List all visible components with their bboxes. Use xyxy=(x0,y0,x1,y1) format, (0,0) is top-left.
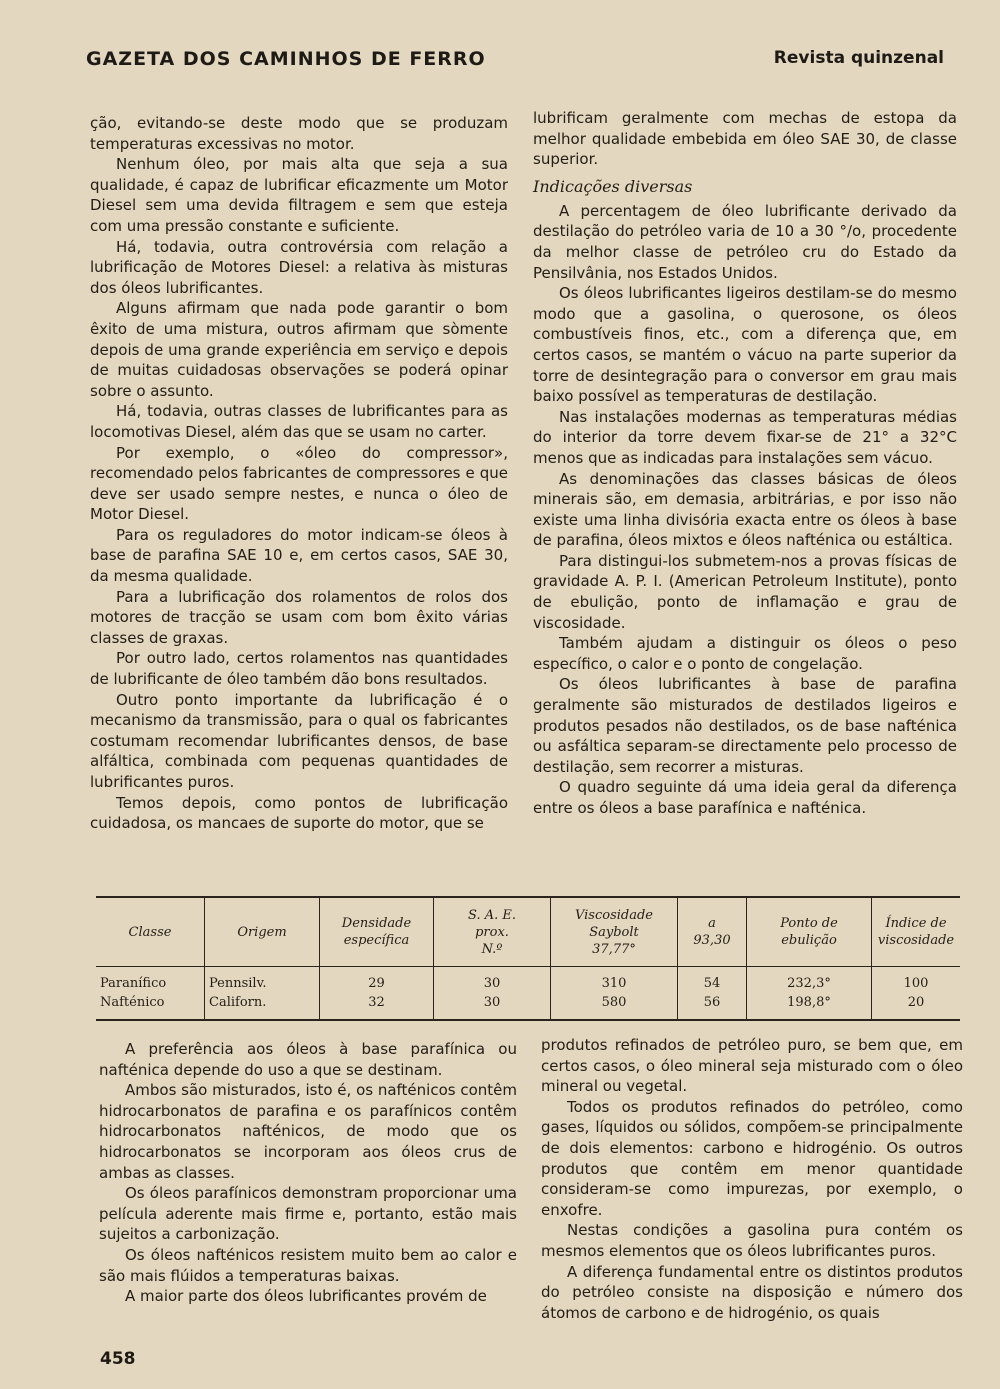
cell-a: 56 xyxy=(678,993,747,1020)
left-column xyxy=(90,113,508,834)
paragraph: Há, todavia, outra controvérsia com relação a lubrificação de Motores Diesel: a relativa às misturas dos óleos lubrificantes. xyxy=(90,237,508,297)
header-origem: Origem xyxy=(205,897,320,967)
header-densidade: Densidade específica xyxy=(320,897,434,967)
cell-densidade: 29 xyxy=(320,967,434,994)
cell-origem: Pennsilv. xyxy=(205,967,320,994)
header-a-line: 93,30 xyxy=(693,933,731,948)
header-sae-line: N.º xyxy=(481,941,503,957)
cell-sae: 30 xyxy=(434,993,551,1020)
paragraph: Também ajudam a distinguir os óleos o peso específico, o calor e o ponto de congelação. xyxy=(533,634,957,673)
header-sae-line: S. A. E. xyxy=(468,907,516,923)
paragraph: As denominações das classes básicas de óleos minerais são, em demasia, arbitrárias, e por isso não existe uma linha divisória exacta entre os óleos à base de parafina, óleos mixtos e óleos nafténica ou estáltica. xyxy=(533,469,957,550)
paragraph: Há, todavia, outras classes de lubrificantes para as locomotivas Diesel, além das que se usam no carter. xyxy=(90,402,508,441)
cell-classe: Nafténico xyxy=(100,995,165,1010)
paragraph: Os óleos lubrificantes à base de parafina geralmente são misturados de destilados ligeiros e produtos pesados não destilados, os de base nafténica ou asfáltica separam-se directamente pelo processo de destilação, sem recorrer a misturas. xyxy=(533,675,957,776)
paragraph: O quadro seguinte dá uma ideia geral da diferença entre os óleos a base parafínica e nafténica. xyxy=(533,778,957,817)
cell-ponto: 198,8° xyxy=(747,993,872,1020)
table-header-row xyxy=(96,897,960,967)
cell-classe: Paranífico xyxy=(100,976,167,991)
header-a xyxy=(678,897,747,967)
paragraph: Nestas condições a gasolina pura contém os mesmos elementos que os óleos lubrificantes puros. xyxy=(541,1221,963,1260)
paragraph: Para a lubrificação dos rolamentos de rolos dos motores de tracção se usam com bom êxito várias classes de graxas. xyxy=(90,587,508,647)
right-column xyxy=(533,108,957,819)
paragraph: Outro ponto importante da lubrificação é o mecanismo da transmissão, para o qual os fabricantes costumam recomendar lubrificantes densos, de base alfáltica, combinada com pequenas quantidades de lubrificantes puros. xyxy=(90,690,508,791)
paragraph: Por outro lado, certos rolamentos nas quantidades de lubrificante de óleo também dão bons resultados. xyxy=(90,649,508,689)
paragraph: Os óleos parafínicos demonstram proporcionar uma película aderente mais firme e, portanto, estão mais sujeitos a carbonização. xyxy=(99,1184,517,1244)
paragraph: Nenhum óleo, por mais alta que seja a sua qualidade, é capaz de lubrificar eficazmente um Motor Diesel sem uma devida filtragem e sem que esteja com uma pressão constante e suficiente. xyxy=(90,155,508,235)
cell-origem: Californ. xyxy=(205,993,320,1020)
cell-densidade: 32 xyxy=(320,993,434,1020)
paragraph: Os óleos lubrificantes ligeiros destilam-se do mesmo modo que a gasolina, o querosone, os óleos combustíveis finos, etc., com a diferença que, em certos casos, se mantém o vácuo na parte superior da torre de desintegração para o conversor em grau mais baixo possível as temperaturas de destilação. xyxy=(533,284,957,406)
header-viscosidade xyxy=(551,897,678,967)
cell-viscosidade: 310 xyxy=(551,967,678,994)
paragraph: Por exemplo, o «óleo do compressor», recomendado pelos fabricantes de compressores e que deve ser usado sempre nestes, e nunca o óleo de Motor Diesel. xyxy=(90,443,508,524)
journal-subtitle: Revista quinzenal xyxy=(773,48,944,68)
header-classe: Classe xyxy=(96,897,205,967)
paragraph: produtos refinados de petróleo puro, se bem que, em certos casos, o óleo mineral seja misturado com o óleo mineral ou vegetal. xyxy=(541,1036,963,1096)
header-visc-line: Saybolt xyxy=(589,924,639,940)
header-visc-line: Viscosidade xyxy=(574,907,653,923)
header-sae-line: prox. xyxy=(475,924,509,940)
paragraph: A percentagem de óleo lubrificante derivado da destilação do petróleo varia de 10 a 30 °/o, procedente da melhor classe de petróleo cru do Estado da Pensilvânia, nos Estados Unidos. xyxy=(533,201,957,282)
header-sae xyxy=(434,897,551,967)
header-visc-line: 37,77° xyxy=(592,941,636,957)
table-row xyxy=(96,993,960,1020)
paragraph: Temos depois, como pontos de lubrificação cuidadosa, os mancaes de suporte do motor, que se xyxy=(90,793,508,833)
paragraph: Para distingui-los submetem-nos a provas físicas de gravidade A. P. I. (American Petroleum Institute), ponto de ebulição, ponto de inflamação e grau de viscosidade. xyxy=(533,551,957,632)
oil-comparison-table xyxy=(96,896,960,1021)
paragraph: Alguns afirmam que nada pode garantir o bom êxito de uma mistura, outros afirmam que sòmente depois de uma grande experiência em serviço e depois de muitas cuidadosas observações se poderá opinar sobre o assunto. xyxy=(90,299,508,400)
paragraph: lubrificam geralmente com mechas de estopa da melhor qualidade embebida em óleo SAE 30, de classe superior. xyxy=(533,109,957,169)
paragraph: Todos os produtos refinados do petróleo, como gases, líquidos ou sólidos, compõem-se principalmente de dois elementos: carbono e hidrogénio. Os outros produtos que contêm em menor quantidade consideram-se como impurezas, por exemplo, o enxofre. xyxy=(541,1097,963,1219)
bottom-left-column xyxy=(99,1039,517,1307)
header-a-line: a xyxy=(708,916,716,931)
cell-indice: 20 xyxy=(872,993,961,1020)
bottom-right-column xyxy=(541,1035,963,1323)
paragraph: Nas instalações modernas as temperaturas médias do interior da torre devem fixar-se de 21° a 32°C menos que as indicadas para instalações sem vácuo. xyxy=(533,407,957,467)
header-indice: Índice de viscosidade xyxy=(872,897,961,967)
page-number: 458 xyxy=(100,1349,136,1369)
paragraph: Para os reguladores do motor indicam-se óleos à base de parafina SAE 10 e, em certos casos, SAE 30, da mesma qualidade. xyxy=(90,525,508,586)
paragraph: A maior parte dos óleos lubrificantes provém de xyxy=(125,1287,487,1306)
cell-a: 54 xyxy=(678,967,747,994)
table-row xyxy=(96,967,960,994)
cell-indice: 100 xyxy=(872,967,961,994)
journal-title: GAZETA DOS CAMINHOS DE FERRO xyxy=(86,48,486,70)
paragraph: A preferência aos óleos à base parafínica ou nafténica depende do uso a que se destinam. xyxy=(99,1040,517,1079)
header-ponto: Ponto de ebulição xyxy=(747,897,872,967)
cell-sae: 30 xyxy=(434,967,551,994)
cell-ponto: 232,3° xyxy=(747,967,872,994)
paragraph: ção, evitando-se deste modo que se produzam temperaturas excessivas no motor. xyxy=(90,114,508,153)
section-heading: Indicações diversas xyxy=(533,176,693,196)
paragraph: A diferença fundamental entre os distintos produtos do petróleo consiste na disposição e número dos átomos de carbono e de hidrogénio, os quais xyxy=(541,1262,963,1322)
paragraph: Os óleos nafténicos resistem muito bem ao calor e são mais flúidos a temperaturas baixas. xyxy=(99,1245,517,1285)
cell-viscosidade: 580 xyxy=(551,993,678,1020)
paragraph: Ambos são misturados, isto é, os nafténicos contêm hidrocarbonatos de parafina e os parafínicos contêm hidrocarbonatos nafténicos, de modo que os hidrocarbonatos se incorporam aos óleos crus de ambas as classes. xyxy=(99,1081,517,1182)
